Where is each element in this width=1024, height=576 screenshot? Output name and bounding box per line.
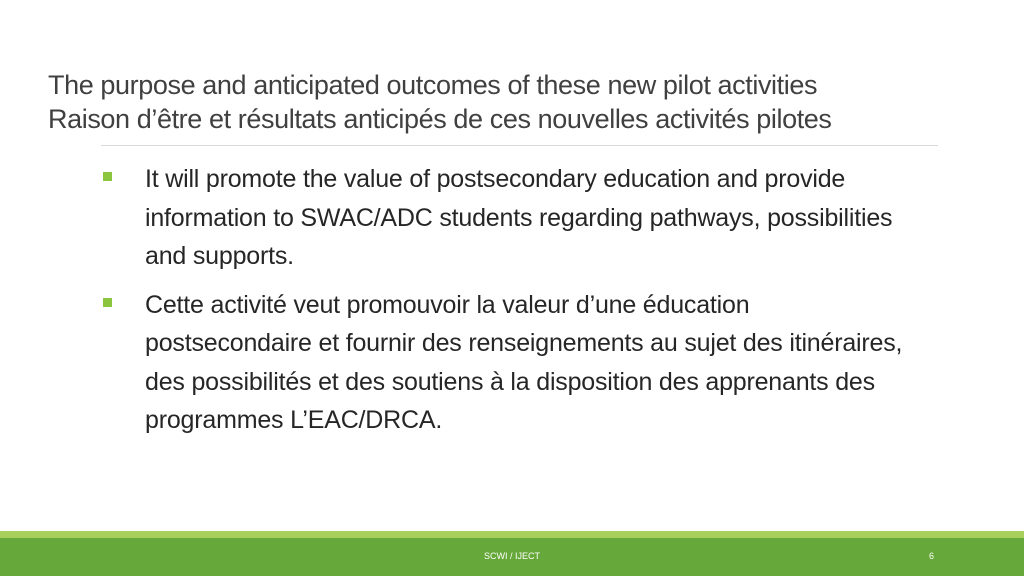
title-french: Raison d’être et résultats anticipés de ces nouvelles activités pilotes bbox=[48, 104, 832, 135]
bullet-item-english bbox=[100, 160, 920, 276]
bullet-list bbox=[100, 160, 920, 450]
title-english: The purpose and anticipated outcomes of these new pilot activities bbox=[48, 70, 818, 101]
square-bullet-icon bbox=[103, 298, 112, 307]
footer-label: SCWI / IJECT bbox=[484, 551, 540, 561]
square-bullet-icon bbox=[103, 172, 112, 181]
bullet-text-french: Cette activité veut promouvoir la valeur d’une éducation postsecondaire et fournir des renseignements au sujet des itinéraires, des possibilités et des soutiens à la disposition des apprenants des programmes L’EAC/DRCA. bbox=[145, 290, 903, 434]
slide-footer bbox=[0, 538, 1024, 576]
bullet-text-english: It will promote the value of postsecondary education and provide information to SWAC/ADC students regarding pathways, possibilities and supports. bbox=[145, 165, 893, 270]
slide-number: 6 bbox=[928, 551, 934, 561]
title-divider bbox=[101, 145, 938, 146]
slide-title bbox=[48, 68, 988, 136]
bullet-item-french bbox=[100, 286, 920, 440]
footer-accent-stripe bbox=[0, 531, 1024, 538]
